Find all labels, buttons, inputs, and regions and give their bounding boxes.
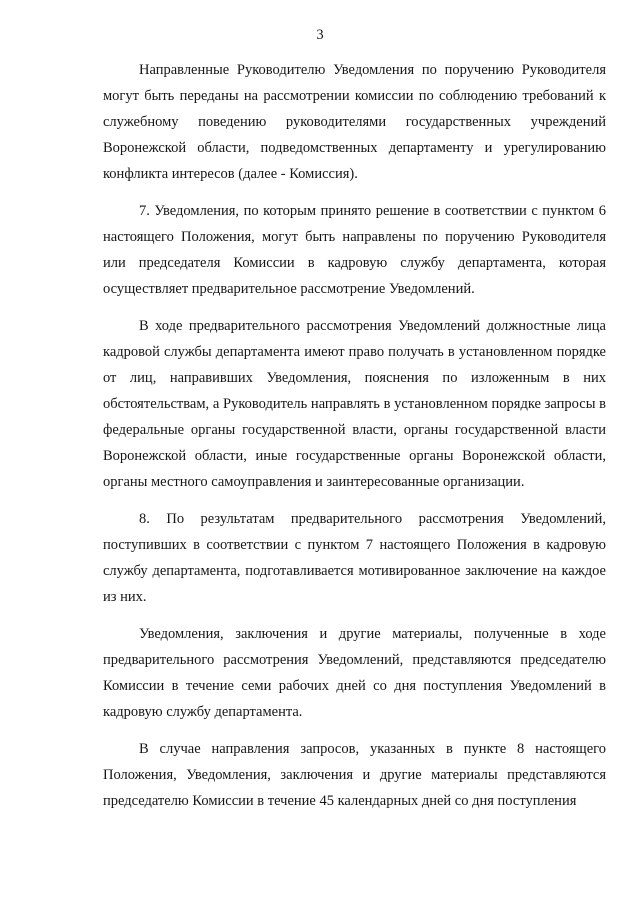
paragraph-referral: Направленные Руководителю Уведомления по поручению Руководителя могут быть переданы на рассмотрении комиссии по соблюдению требований к служебному поведению руководителями государственных учреждений Воронежской области, подведомственных департаменту и урегулированию конфликта интересов (далее - Комиссия). [103, 62, 606, 182]
paragraph-item-8: 8. По результатам предварительного рассмотрения Уведомлений, поступивших в соответствии с пунктом 7 настоящего Положения в кадровую службу департамента, подготавливается мотивированное заключение на каждое из них. [103, 511, 606, 605]
paragraph-requests-deadline: В случае направления запросов, указанных в пункте 8 настоящего Положения, Уведомления, заключения и другие материалы представляются председателю Комиссии в течение 45 календарных дней со дня поступления [103, 741, 606, 809]
paragraph-materials-deadline: Уведомления, заключения и другие материалы, полученные в ходе предварительного рассмотрения Уведомлений, представляются председателю Комиссии в течение семи рабочих дней со дня поступления Уведомлений в кадровую службу департамента. [103, 626, 606, 720]
paragraph-preliminary-review: В ходе предварительного рассмотрения Уведомлений должностные лица кадровой службы департамента имеют право получать в установленном порядке от лиц, направивших Уведомления, пояснения по изложенным в них обстоятельствам, а Руководитель направлять в установленном порядке запросы в федеральные органы государственной власти, органы государственной власти Воронежской области, иные государственные органы Воронежской области, органы местного самоуправления и заинтересованные организации. [103, 318, 606, 490]
paragraph-item-7: 7. Уведомления, по которым принято решение в соответствии с пунктом 6 настоящего Положения, могут быть направлены по поручению Руководителя или председателя Комиссии в кадровую службу департамента, которая осуществляет предварительное рассмотрение Уведомлений. [103, 203, 606, 297]
document-body [103, 57, 606, 825]
page-number: 3 [316, 27, 324, 43]
